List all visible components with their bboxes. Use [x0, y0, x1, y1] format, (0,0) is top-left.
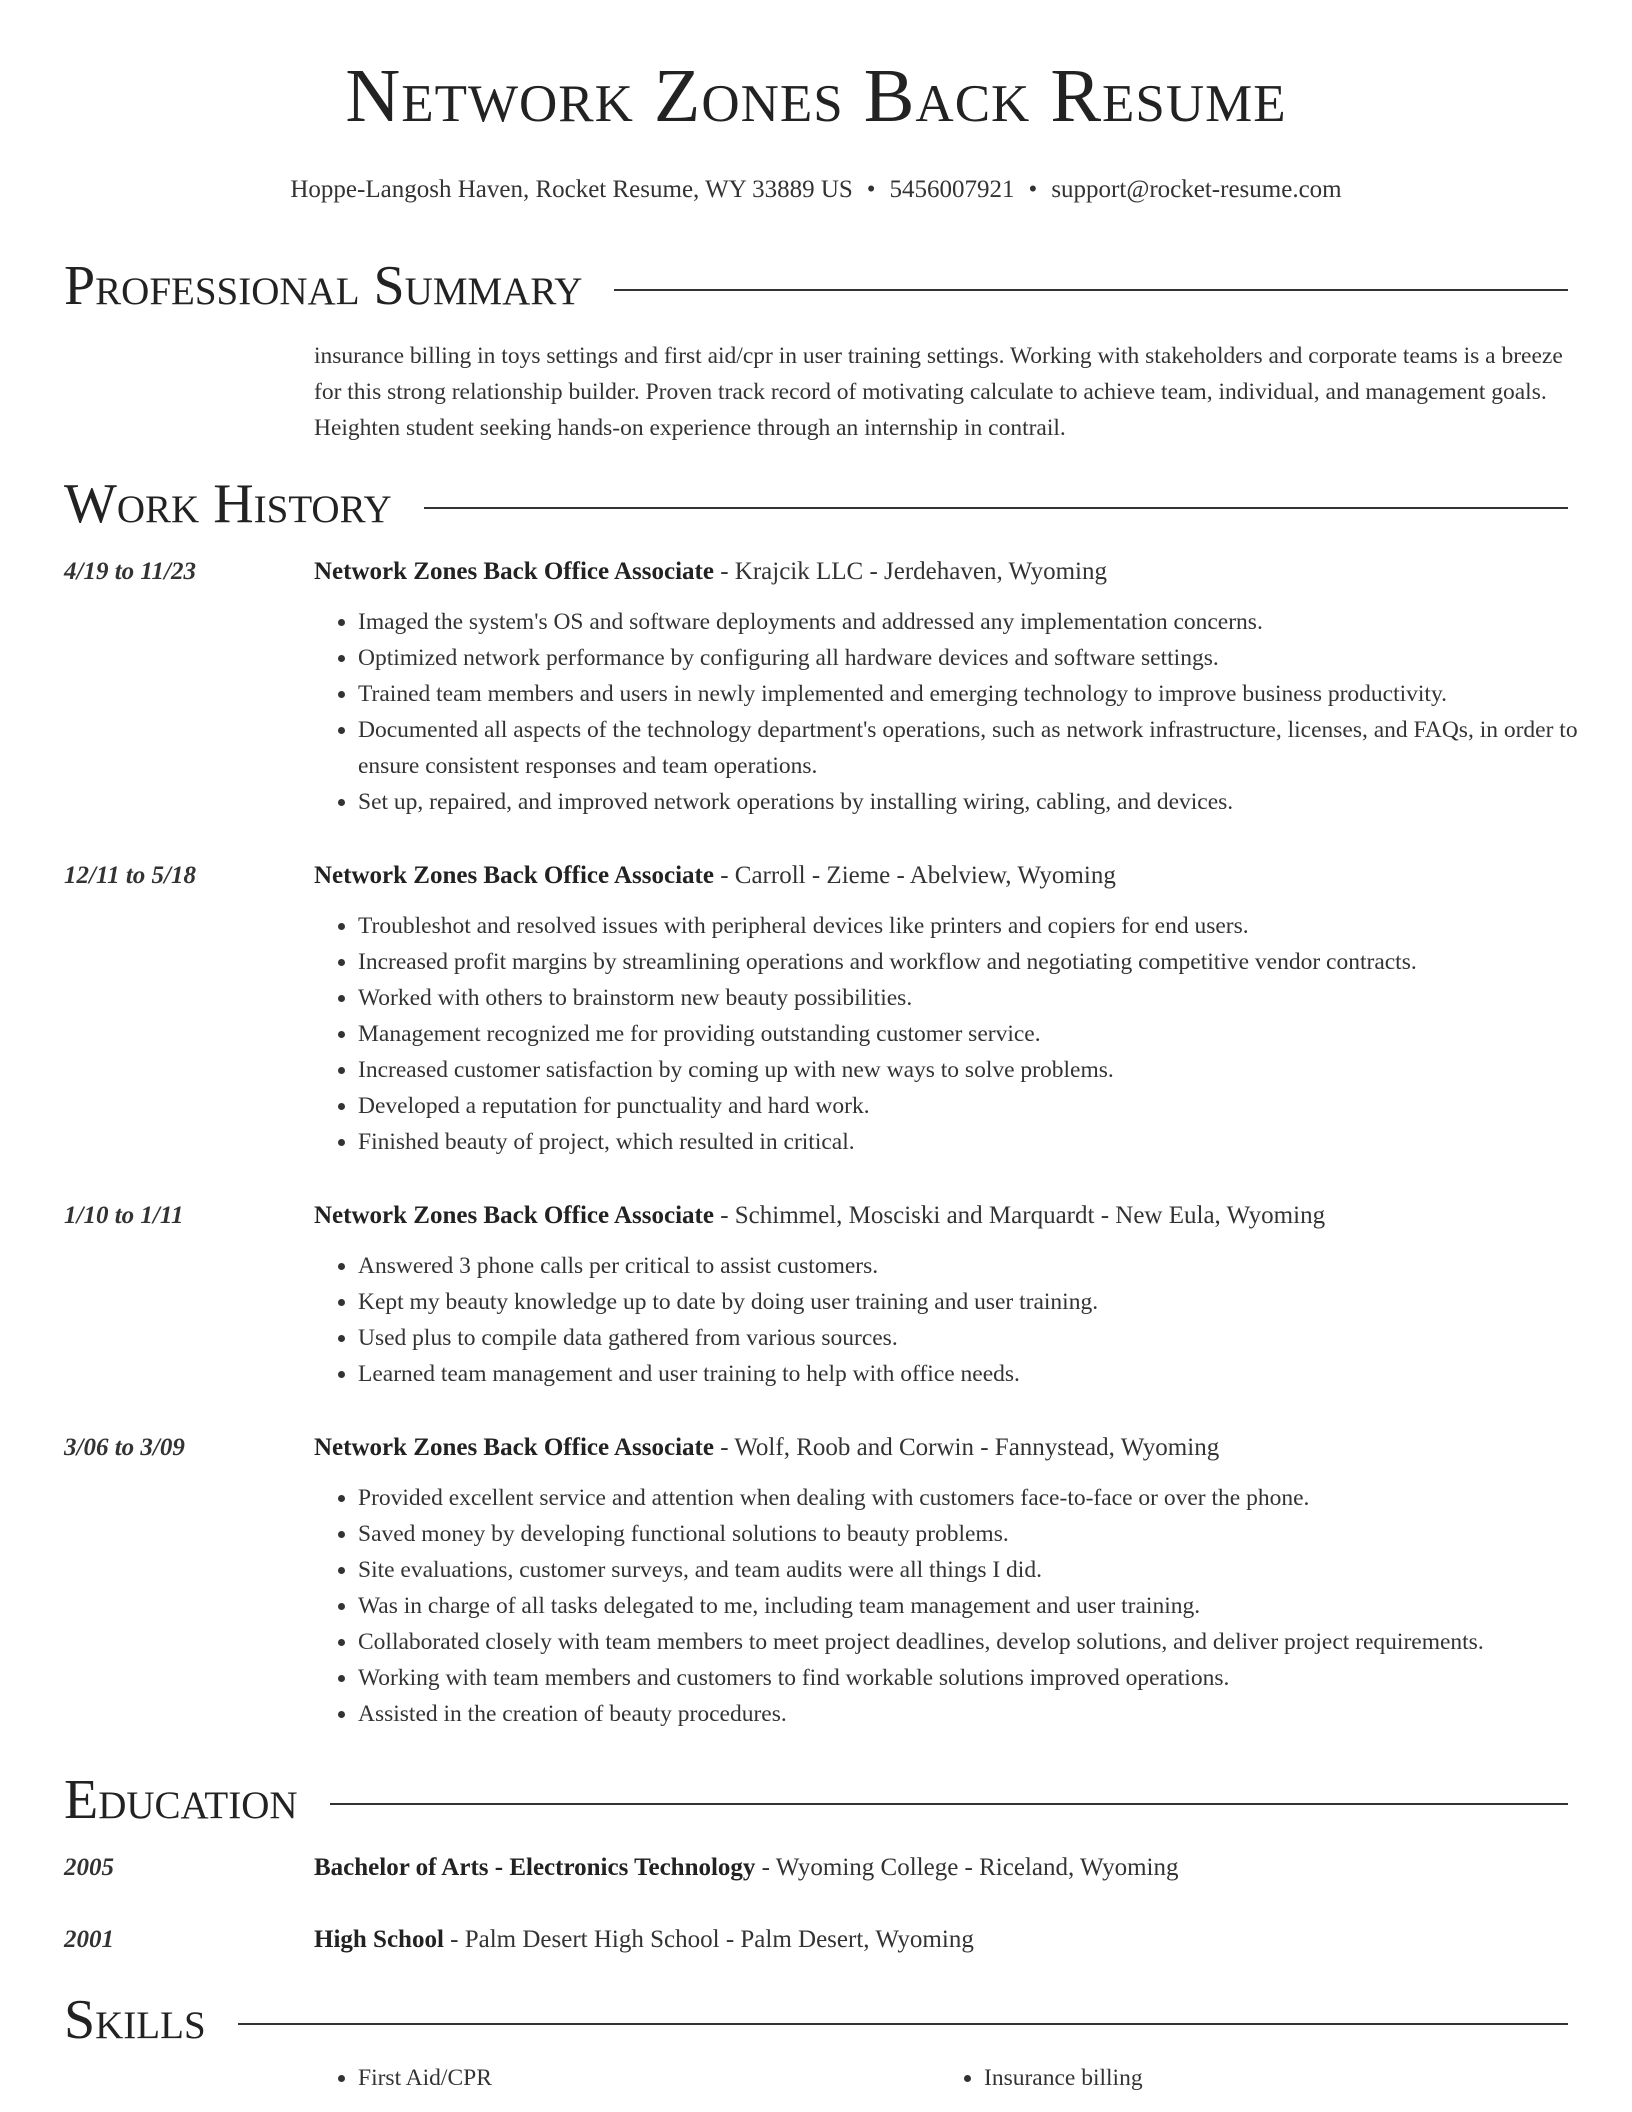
list-item: • Finished beauty of project, which resulted in critical. — [358, 1124, 1612, 1160]
work-bullets — [314, 1480, 1612, 1732]
list-item: • Documented all aspects of the technology department's operations, such as network infrastructure, licenses, and FAQs, in order to ensure consistent responses and team operations. — [358, 712, 1612, 784]
list-item: • Trained team members and users in newly implemented and emerging technology to improve business productivity. — [358, 676, 1612, 712]
list-item: • Imaged the system's OS and software deployments and addressed any implementation concerns. — [358, 604, 1612, 640]
section-education — [64, 1769, 1568, 1831]
job-title: Network Zones Back Office Associate — [314, 1202, 714, 1229]
job-details: - Wolf, Roob and Corwin - Fannystead, Wyoming — [713, 1434, 1220, 1461]
skills-column-right — [940, 2060, 1566, 2096]
work-heading — [314, 1432, 1568, 1464]
work-dates: 12/11 to 5/18 — [64, 862, 196, 889]
list-item: • Learned team management and user training to help with office needs. — [358, 1356, 1612, 1392]
job-title: Network Zones Back Office Associate — [314, 558, 714, 585]
job-details: - Krajcik LLC - Jerdehaven, Wyoming — [713, 558, 1108, 585]
work-bullets — [314, 1248, 1612, 1392]
list-item: • Used plus to compile data gathered from various sources. — [358, 1320, 1612, 1356]
section-skills — [64, 1989, 1568, 2051]
list-item: • Optimized network performance by configuring all hardware devices and software settings. — [358, 640, 1612, 676]
work-heading — [314, 860, 1568, 892]
section-title: Professional Summary — [64, 255, 583, 317]
list-item: • Site evaluations, customer surveys, and team audits were all things I did. — [358, 1552, 1612, 1588]
list-item: • Increased customer satisfaction by coming up with new ways to solve problems. — [358, 1052, 1612, 1088]
list-item: • Increased profit margins by streamlining operations and workflow and negotiating competitive vendor contracts. — [358, 944, 1612, 980]
list-item: • Kept my beauty knowledge up to date by doing user training and user training. — [358, 1284, 1612, 1320]
list-item: • Was in charge of all tasks delegated to me, including team management and user training. — [358, 1588, 1612, 1624]
work-bullets — [314, 908, 1612, 1160]
education-heading — [314, 1852, 1568, 1884]
education-heading — [314, 1924, 1568, 1956]
contact-phone: 5456007921 — [889, 176, 1015, 203]
contact-separator: • — [866, 176, 876, 203]
summary-text: insurance billing in toys settings and first aid/cpr in user training settings. Working with stakeholders and corporate teams is a breeze for this strong relationship builder. Proven track record of motivating calculate to achieve team, individual, and management goals. Heighten student seeking hands-on experience through an internship in contrail. — [314, 343, 1563, 441]
list-item: • Saved money by developing functional solutions to beauty problems. — [358, 1516, 1612, 1552]
work-heading — [314, 556, 1568, 588]
work-dates: 1/10 to 1/11 — [64, 1202, 184, 1229]
list-item: • Management recognized me for providing outstanding customer service. — [358, 1016, 1612, 1052]
degree: High School — [314, 1926, 444, 1953]
skills-column-left — [314, 2060, 940, 2096]
section-professional-summary — [64, 255, 1568, 317]
list-item: • Collaborated closely with team members to meet project deadlines, develop solutions, and deliver project requirements. — [358, 1624, 1612, 1660]
work-bullets — [314, 604, 1612, 820]
list-item: • Assisted in the creation of beauty procedures. — [358, 1696, 1612, 1732]
section-divider — [330, 1803, 1568, 1805]
section-title: Work History — [64, 473, 392, 535]
education-year: 2001 — [64, 1926, 114, 1953]
work-dates: 4/19 to 11/23 — [64, 558, 196, 585]
school-details: - Wyoming College - Riceland, Wyoming — [755, 1854, 1179, 1881]
school-details: - Palm Desert High School - Palm Desert, Wyoming — [443, 1926, 974, 1953]
list-item: • Answered 3 phone calls per critical to assist customers. — [358, 1248, 1612, 1284]
list-item: • Provided excellent service and attention when dealing with customers face-to-face or over the phone. — [358, 1480, 1612, 1516]
job-details: - Carroll - Zieme - Abelview, Wyoming — [713, 862, 1116, 889]
skills-list — [314, 2060, 1566, 2096]
skill-item: • Insurance billing — [984, 2060, 1566, 2096]
list-item: • Set up, repaired, and improved network operations by installing wiring, cabling, and devices. — [358, 784, 1612, 820]
skill-item: • First Aid/CPR — [358, 2060, 940, 2096]
list-item: • Working with team members and customers to find workable solutions improved operations. — [358, 1660, 1612, 1696]
section-divider — [238, 2023, 1568, 2025]
work-heading — [314, 1200, 1568, 1232]
contact-separator: • — [1028, 176, 1038, 203]
section-title: Education — [64, 1769, 298, 1831]
section-divider — [614, 289, 1568, 291]
job-details: - Schimmel, Mosciski and Marquardt - New Eula, Wyoming — [713, 1202, 1326, 1229]
section-work-history — [64, 473, 1568, 535]
contact-address: Hoppe-Langosh Haven, Rocket Resume, WY 33889 US — [290, 176, 853, 203]
education-year: 2005 — [64, 1854, 114, 1881]
contact-email: support@rocket-resume.com — [1051, 176, 1342, 203]
list-item: • Worked with others to brainstorm new beauty possibilities. — [358, 980, 1612, 1016]
job-title: Network Zones Back Office Associate — [314, 1434, 714, 1461]
section-divider — [424, 507, 1568, 509]
work-dates: 3/06 to 3/09 — [64, 1434, 185, 1461]
list-item: • Troubleshot and resolved issues with peripheral devices like printers and copiers for end users. — [358, 908, 1612, 944]
degree: Bachelor of Arts - Electronics Technology — [314, 1854, 756, 1881]
contact-line — [0, 176, 1632, 204]
section-title: Skills — [64, 1989, 206, 2051]
list-item: • Developed a reputation for punctuality and hard work. — [358, 1088, 1612, 1124]
job-title: Network Zones Back Office Associate — [314, 862, 714, 889]
resume-name: Network Zones Back Resume — [345, 54, 1287, 138]
